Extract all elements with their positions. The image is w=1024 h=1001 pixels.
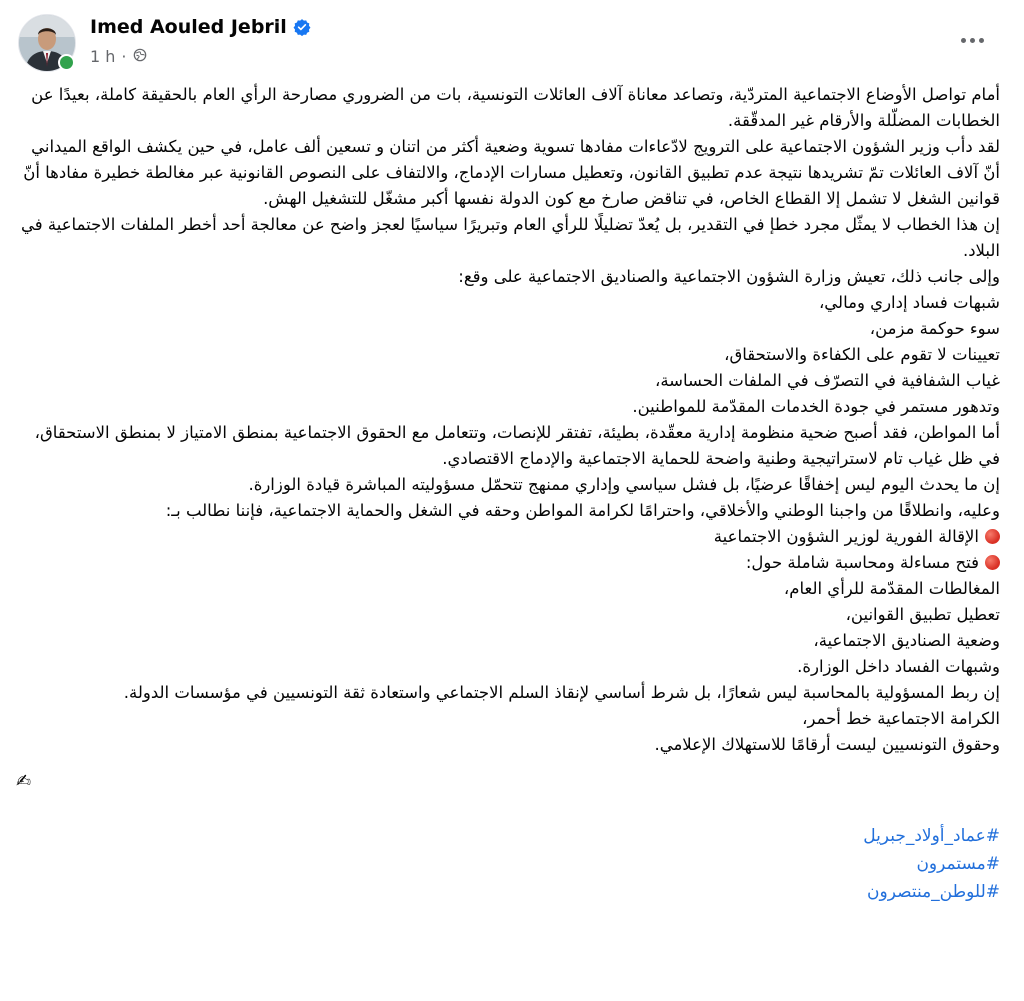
bullet-item [16, 524, 1000, 550]
spacer [16, 802, 1000, 822]
verified-badge-icon [293, 18, 311, 41]
hashtag-link[interactable]: #مستمرون [916, 854, 1000, 874]
red-circle-icon [985, 555, 1000, 570]
hashtag-link[interactable]: #عماد_أولاد_جبريل [863, 826, 1000, 846]
more-options-dot [979, 38, 984, 43]
writing-hand-icon: ✍ [16, 771, 32, 792]
more-options-button[interactable] [954, 28, 990, 52]
post-line: غياب الشفافية في التصرّف في الملفات الحساسة، [655, 371, 1000, 390]
hashtag-link[interactable]: #للوطن_منتصرون [867, 882, 1000, 902]
post-text [16, 82, 1000, 906]
online-status-dot [58, 54, 75, 71]
meta-separator: · [121, 47, 127, 66]
post-line: أما المواطن، فقد أصبح ضحية منظومة إدارية معقّدة، بطيئة، تفتقر للإنصات، وتتعامل مع الحقوق الاجتماعية بمنطق الامتياز لا بمنطق الاستحقاق، في ظل غياب تام لاستراتيجية وطنية واضحة للحماية الاجتماعية والإدماج الاقتصادي. [34, 423, 1000, 468]
post-line: وتدهور مستمر في جودة الخدمات المقدّمة للمواطنين. [632, 397, 1000, 416]
bullet-text: فتح مساءلة ومحاسبة شاملة حول: [745, 553, 979, 572]
post-timestamp[interactable]: 1 h [90, 47, 116, 66]
post-meta [90, 47, 147, 66]
post-line: شبهات فساد إداري ومالي، [818, 293, 1000, 312]
avatar[interactable] [18, 14, 76, 72]
post-line: إن هذا الخطاب لا يمثّل مجرد خطإ في التقدير، بل يُعدّ تضليلًا للرأي العام وتبريرًا سياسيًا لعجز واضح عن معالجة أحد أخطر الملفات الاجتماعية في البلاد. [21, 215, 1000, 260]
globe-icon[interactable] [133, 47, 147, 66]
post-line: وشبهات الفساد داخل الوزارة. [797, 657, 1000, 676]
post-line: أمام تواصل الأوضاع الاجتماعية المتردّية، وتصاعد معاناة آلاف العائلات التونسية، بات من الضروري مصارحة الرأي العام بالحقيقة كاملة، بعيدًا عن الخطابات المضلّلة والأرقام غير المدقّقة. [31, 85, 1000, 130]
post-line: وضعية الصناديق الاجتماعية، [813, 631, 1000, 650]
bullet-text: الإقالة الفورية لوزير الشؤون الاجتماعية [713, 527, 979, 546]
post-line: إن ربط المسؤولية بالمحاسبة ليس شعارًا، بل شرط أساسي لإنقاذ السلم الاجتماعي واستعادة ثقة التونسيين في مؤسسات الدولة. [123, 683, 1000, 702]
post-line: تعيينات لا تقوم على الكفاءة والاستحقاق، [724, 345, 1000, 364]
post-line: سوء حوكمة مزمن، [869, 319, 1000, 338]
more-options-dot [970, 38, 975, 43]
post-line: وعليه، وانطلاقًا من واجبنا الوطني والأخلاقي، واحترامًا لكرامة المواطن وحقه في الشغل والحماية الاجتماعية، فإننا نطالب بـ: [165, 501, 1000, 520]
more-options-icon [961, 38, 966, 43]
post-line: الكرامة الاجتماعية خط أحمر، [802, 709, 1000, 728]
post-line: تعطيل تطبيق القوانين، [845, 605, 1000, 624]
post-line: المغالطات المقدّمة للرأي العام، [783, 579, 1000, 598]
red-circle-icon [985, 529, 1000, 544]
author-name-text: Imed Aouled Jebril [90, 16, 287, 38]
post-line: لقد دأب وزير الشؤون الاجتماعية على الترويج لادّعاءات مفادها تسوية وضعية أكثر من اتنان و تسعين ألف عامل، في حين يكشف الواقع الميداني أنّ آلاف العائلات تمّ تشريدها نتيجة عدم تطبيق القانون، وتعطيل مسارات الإدماج، والالتفاف على النصوص القانونية عبر مغالطة خطيرة مفادها أنّ قوانين الشغل لا تشمل إلا القطاع الخاص، في تناقض صارخ مع كون الدولة نفسها أكبر مشغّل للتشغيل الهش. [23, 137, 1000, 208]
post-line: إن ما يحدث اليوم ليس إخفاقًا عرضيًا، بل فشل سياسي وإداري ممنهج تتحمّل مسؤوليته المباشرة قيادة الوزارة. [248, 475, 1000, 494]
post-line: وحقوق التونسيين ليست أرقامًا للاستهلاك الإعلامي. [654, 735, 1000, 754]
post-line: وإلى جانب ذلك، تعيش وزارة الشؤون الاجتماعية والصناديق الاجتماعية على وقع: [458, 267, 1000, 286]
author-name[interactable] [90, 16, 311, 41]
bullet-item [16, 550, 1000, 576]
